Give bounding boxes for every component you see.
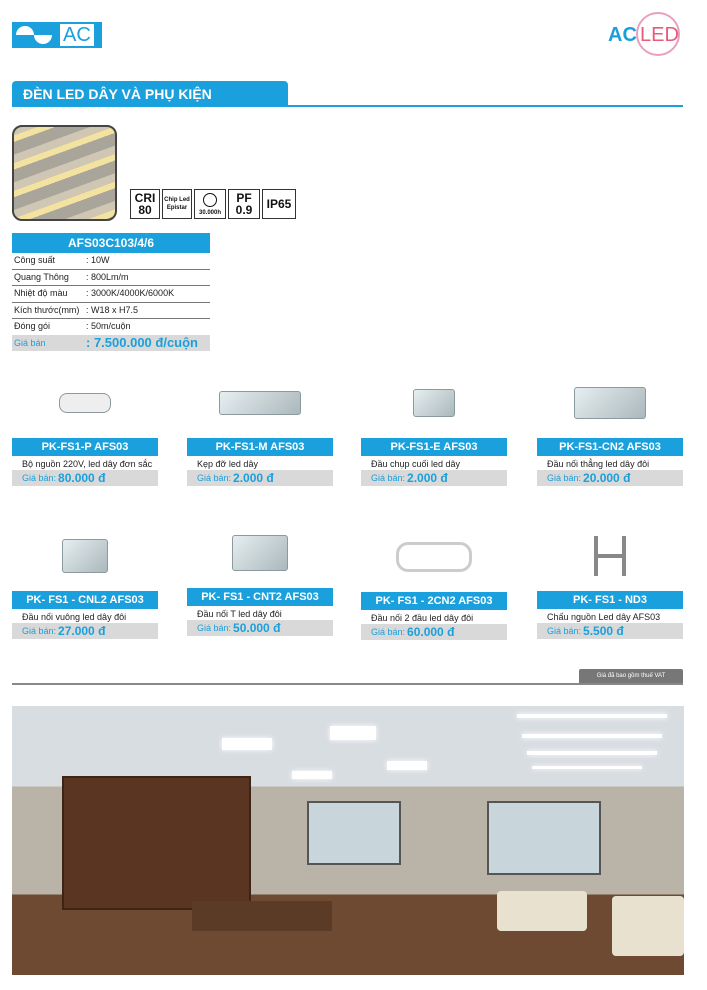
product-price — [361, 624, 507, 640]
accessory-card — [12, 368, 158, 486]
logo-led-text: LED — [640, 24, 679, 46]
product-desc: Đầu nối T led dây đôi — [197, 609, 282, 619]
accessory-card — [12, 521, 158, 639]
l-connector-image — [12, 521, 158, 591]
product-price — [187, 620, 333, 636]
price-label: Giá bán: — [197, 473, 232, 483]
price-value: 60.000 đ — [407, 625, 455, 639]
price-label: Giá bán — [14, 337, 46, 348]
badge-bottom: 0.9 — [235, 203, 253, 217]
vat-note: Giá đã bao gồm thuế VAT — [579, 669, 683, 684]
badge-top: Chip Led — [164, 197, 190, 203]
badge-bottom: Epistar — [166, 205, 188, 211]
product-desc: Bộ nguồn 220V, led dây đơn sắc — [22, 459, 153, 469]
price-value: : 7.500.000 đ/cuộn — [86, 335, 198, 350]
product-name: PK-FS1-P AFS03 — [12, 438, 158, 456]
spec-label: Quang Thông — [14, 271, 69, 282]
lifetime-badge — [194, 189, 226, 219]
chip-badge — [162, 189, 192, 219]
main-price — [12, 335, 210, 351]
feature-badges — [130, 189, 296, 219]
badge-bottom: 80 — [138, 203, 152, 217]
spec-row — [12, 253, 210, 270]
acled-logo — [606, 12, 686, 56]
price-value: 2.000 đ — [233, 471, 274, 485]
led-strip-image — [12, 125, 117, 221]
straight-connector-image — [537, 368, 683, 438]
spec-label: Kích thước(mm) — [14, 304, 80, 315]
product-price — [187, 470, 333, 486]
price-label: Giá bán: — [197, 623, 232, 633]
product-name: PK- FS1 - CNL2 AFS03 — [12, 591, 158, 609]
product-name: PK-FS1-M AFS03 — [187, 438, 333, 456]
ip-badge — [262, 189, 296, 219]
accessory-card — [187, 368, 333, 486]
product-price — [361, 470, 507, 486]
product-desc: Đầu nối thẳng led dây đôi — [547, 459, 650, 469]
pf-badge — [228, 189, 260, 219]
model-header: AFS03C103/4/6 — [12, 233, 210, 253]
product-price — [12, 470, 158, 486]
section-title: ĐÈN LED DÂY VÀ PHỤ KIỆN — [12, 81, 288, 106]
product-price — [537, 623, 683, 639]
spec-label: Đóng gói — [14, 321, 51, 331]
cri-badge — [130, 189, 160, 219]
accessory-card — [187, 518, 333, 636]
office-interior-photo — [12, 706, 684, 975]
spec-row — [12, 270, 210, 287]
product-desc: Đầu chụp cuối led dây — [371, 459, 461, 469]
product-name: PK- FS1 - ND3 — [537, 591, 683, 609]
spec-table — [12, 233, 210, 351]
price-label: Giá bán: — [22, 473, 57, 483]
accessory-card — [361, 522, 507, 640]
product-name: PK-FS1-CN2 AFS03 — [537, 438, 683, 456]
price-value: 5.500 đ — [583, 624, 624, 638]
ac-logo — [12, 22, 102, 48]
section-divider — [12, 105, 683, 107]
wave-icon — [12, 22, 58, 48]
product-desc: Đầu nối vuông led dây đôi — [22, 612, 127, 622]
footer-divider — [12, 683, 683, 685]
spec-value: : W18 x H7.5 — [86, 304, 139, 315]
price-value: 2.000 đ — [407, 471, 448, 485]
price-label: Giá bán: — [547, 473, 582, 483]
spec-row — [12, 319, 210, 335]
badge-bottom: 30.000h — [198, 210, 222, 216]
spec-value: : 50m/cuộn — [86, 321, 131, 331]
double-connector-image — [361, 522, 507, 592]
price-label: Giá bán: — [371, 473, 406, 483]
spec-row — [12, 303, 210, 320]
end-cap-image — [361, 368, 507, 438]
spec-value: : 800Lm/m — [86, 271, 129, 282]
spec-value: : 3000K/4000K/6000K — [86, 288, 175, 298]
t-connector-image — [187, 518, 333, 588]
spec-label: Công suất — [14, 255, 56, 265]
accessory-card — [537, 368, 683, 486]
product-desc: Kẹp đỡ led dây — [197, 459, 258, 469]
price-value: 50.000 đ — [233, 621, 281, 635]
price-value: 20.000 đ — [583, 471, 631, 485]
price-value: 80.000 đ — [58, 471, 106, 485]
spec-label: Nhiệt độ màu — [14, 288, 68, 298]
clock-icon — [203, 193, 217, 207]
product-price — [537, 470, 683, 486]
badge-top: IP65 — [266, 197, 292, 211]
badge-top: CRI — [134, 191, 156, 205]
accessory-card — [537, 521, 683, 639]
spec-row — [12, 286, 210, 303]
product-desc: Đầu nối 2 đầu led dây đôi — [371, 613, 474, 623]
price-label: Giá bán: — [547, 626, 582, 636]
clip-image — [187, 368, 333, 438]
price-label: Giá bán: — [371, 627, 406, 637]
product-price — [12, 623, 158, 639]
price-label: Giá bán: — [22, 626, 57, 636]
product-name: PK-FS1-E AFS03 — [361, 438, 507, 456]
product-name: PK- FS1 - 2CN2 AFS03 — [361, 592, 507, 610]
logo-text: AC — [60, 24, 94, 46]
product-desc: Chấu nguồn Led dây AFS03 — [547, 612, 661, 622]
logo-ac-text: AC — [608, 24, 637, 46]
badge-top: PF — [236, 191, 252, 205]
power-pin-image — [537, 521, 683, 591]
spec-value: : 10W — [86, 255, 110, 265]
product-name: PK- FS1 - CNT2 AFS03 — [187, 588, 333, 606]
power-adapter-image — [12, 368, 158, 438]
accessory-card — [361, 368, 507, 486]
price-value: 27.000 đ — [58, 624, 106, 638]
